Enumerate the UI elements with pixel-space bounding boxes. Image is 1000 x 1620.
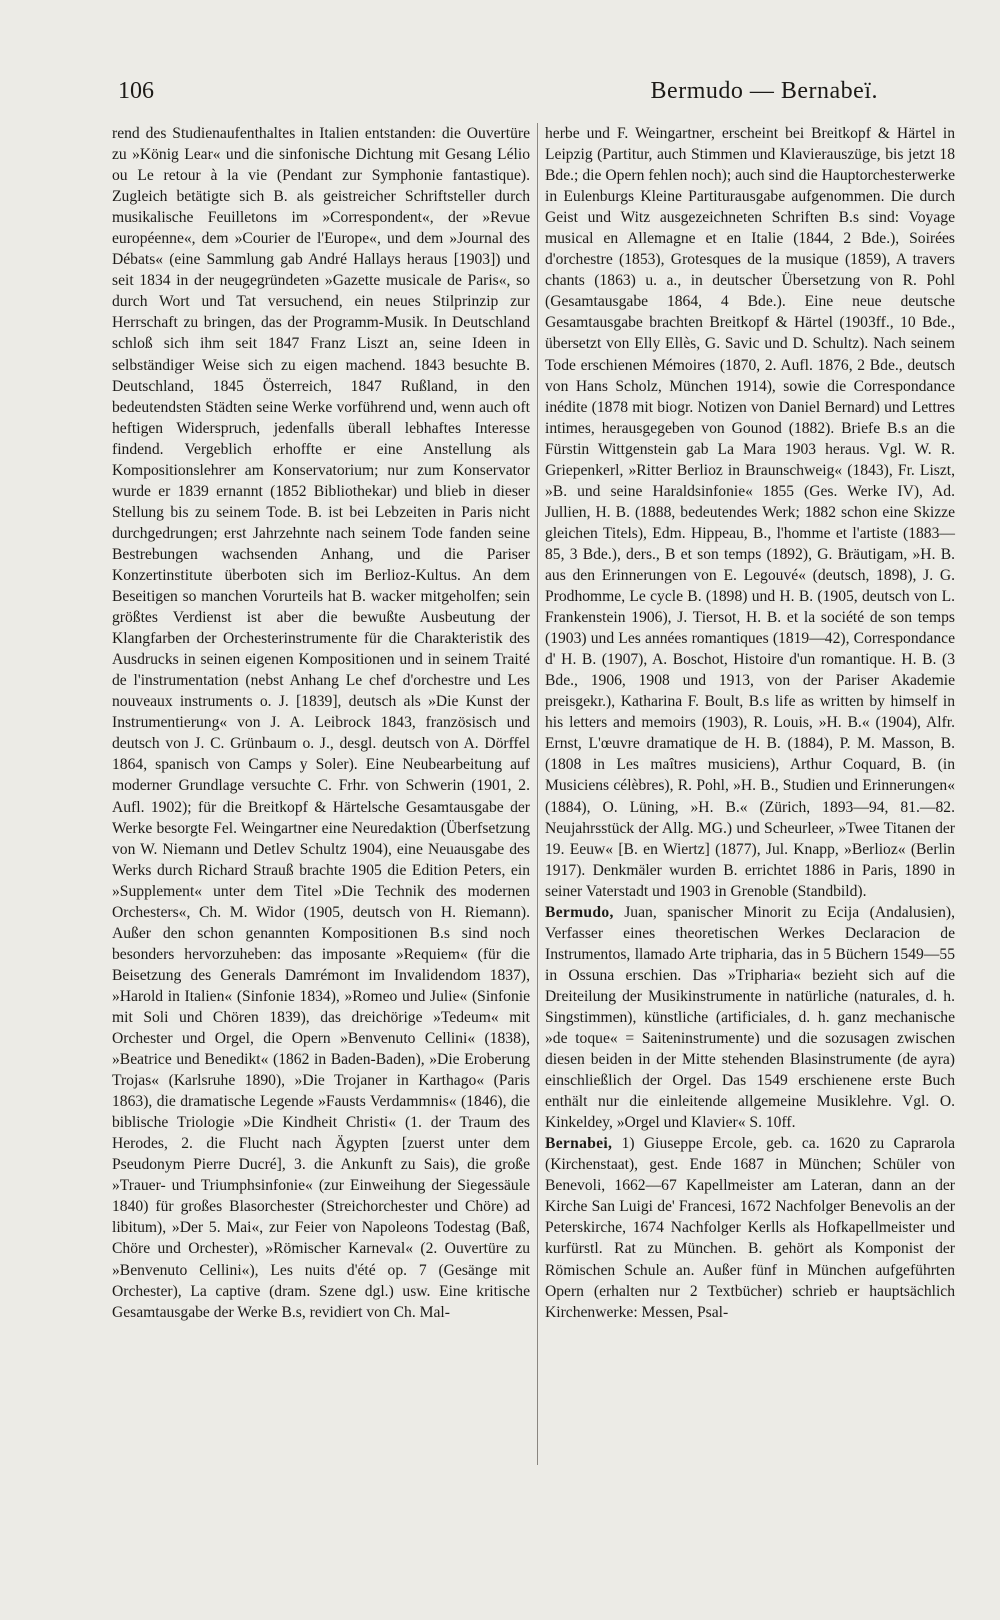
page-number: 106 [118, 78, 154, 104]
entry-headword: Bermudo, [545, 903, 614, 921]
entry-headword: Bernabei, [545, 1135, 613, 1153]
running-head: Bermudo — Bernabeï. [650, 78, 878, 104]
right-column-text: herbe und F. Weingartner, erscheint bei Breitkopf & Härtel in Leipzig (Partitur, auch Stimmen und Klavierauszüge, bis jetzt 18 Bde.; die Opern fehlen noch); auch sind die Hauptorchesterwerke in Eulenburgs Kleine Partiturausgabe aufgenommen. Die durch Geist und Witz ausgezeichneten Schriften B.s sind: Voyage musical en Allemagne et en Italie (1844, 2 Bde.), Soirées d'orchestre (1853), Grotesques de la musique (1859), A travers chants (1863) u. a., in deutscher Übersetzung von R. Pohl (Gesamtausgabe 1864, 4 Bde.). Eine neue deutsche Gesamtausgabe brachten Breitkopf & Härtel (1903ff., 10 Bde., übersetzt von Elly Ellès, G. Savic und D. Schultz). Nach seinem Tode erschienen Mémoires (1870, 2. Aufl. 1876, 2 Bde., deutsch von Hans Scholz, München 1914), sowie die Correspondance inédite (1878 mit biogr. Notizen von Daniel Bernard) und Lettres intimes, herausgegeben von Gounod (1882). Briefe B.s an die Fürstin Wittgenstein gab La Mara 1903 heraus. Vgl. W. R. Griepenkerl, »Ritter Berlioz in Braunschweig« (1843), Fr. Liszt, »B. und seine Haraldsinfonie« 1855 (Ges. Werke IV), Ad. Jullien, H. B. (1888, bedeutendes Werk; 1882 schon eine Skizze gleichen Titels), Edm. Hippeau, B., l'homme et l'artiste (1883—85, 3 Bde.), ders., B et son temps (1892), G. Bräutigam, »H. B. aus den Erinnerungen von E. Legouvé« (deutsch, 1898), J. G. Prodhomme, Le cycle B. (1898) und H. B. (1905, deutsch von L. Frankenstein 1906), J. Tiersot, H. B. et la société de son temps (1903) und Les années romantiques (1819—42), Correspondance d' H. B. (1907), A. Boschot, Histoire d'un romantique. H. B. (3 Bde., 1906, 1908 und 1913, von der Pariser Akademie preisgekr.), Katharina F. Boult, B.s life as written by himself in his letters and memoirs (1903), R. Louis, »H. B.« (1904), Alfr. Ernst, L'œuvre dramatique de H. B. (1884), P. M. Masson, B. (1808 in Les maîtres musiciens), Arthur Coquard, B. (in Musiciens célèbres), R. Pohl, »H. B., Studien und Erinnerungen« (1884), O. Lüning, »H. B.« (Zürich, 1893—94, 81.—82. Neujahrsstück der Allg. MG.) und Scheurleer, »Twee Titanen der 19. Eeuw« [B. en Wiertz] (1877), Jul. Knapp, »Berlioz« (Berlin 1917). Denkmäler wurden B. errichtet 1886 in Paris, 1890 in seiner Vaterstadt und 1903 in Grenoble (Standbild). [545, 125, 955, 900]
right-column [545, 123, 955, 1323]
column-divider [537, 123, 538, 1465]
left-column-text: rend des Studienaufenthaltes in Italien entstanden: die Ouvertüre zu »König Lear« und die sinfonische Dichtung mit Gesang Lélio ou Le retour à la vie (Pendant zur Symphonie fantastique). Zugleich betätigte sich B. als geistreicher Schriftsteller durch musikalische Feuilletons im »Correspondent«, der »Revue européenne«, dem »Courier de l'Europe«, und dem »Journal des Débats« (eine Sammlung gab André Hallays heraus [1903]) und seit 1834 in der neugegründeten »Gazette musicale de Paris«, so durch Wort und Tat versuchend, ein neues Stilprinzip zur Herrschaft zu bringen, das der Programm-Musik. In Deutschland schloß sich ihm seit 1847 Franz Liszt an, seine Ideen in selbständiger Weise sich zu eigen machend. 1843 besuchte B. Deutschland, 1845 Österreich, 1847 Rußland, in den bedeutendsten Städten seine Werke vorführend und, wenn auch oft heftigen Widerspruch, jedenfalls überall lebhaftes Interesse findend. Vergeblich erhoffte er eine Anstellung als Kompositionslehrer am Konservatorium; nur zum Konservator wurde er 1839 ernannt (1852 Bibliothekar) und blieb in dieser Stellung bis zu seinem Tode. B. ist bei Lebzeiten in Paris nicht durchgedrungen; erst Jahrzehnte nach seinem Tode fanden seine Bestrebungen wachsenden Anhang, und die Pariser Konzertinstitute überboten sich im Berlioz-Kultus. An dem Beseitigen so manchen Vorurteils hat B. wacker mitgeholfen; sein größtes Verdienst ist aber die bewußte Ausbeutung der Klangfarben der Orchesterinstrumente für die Charakteristik des Ausdrucks in seinen eigenen Kompositionen und in seinem Traité de l'instrumentation (nebst Anhang Le chef d'orchestre und Les nouveaux instruments o. J. [1839], deutsch als »Die Kunst der Instrumentierung« von J. A. Leibrock 1843, französisch und deutsch von J. C. Grünbaum o. J., desgl. deutsch von A. Dörffel 1864, spanisch von Camps y Soler). Eine Neubearbeitung auf moderner Grundlage versuchte C. Frhr. von Schwerin (1901, 2. Aufl. 1902); für die Breitkopf & Härtelsche Gesamtausgabe der Werke besorgte Fel. Weingartner eine Neuredaktion (Überfsetzung von W. Niemann und Detlev Schultz 1904), eine Neuausgabe des Werks durch Richard Strauß brachte 1905 die Edition Peters, ein »Supplement« unter dem Titel »Die Technik des modernen Orchesters«, Ch. M. Widor (1905, deutsch von H. Riemann). Außer den schon genannten Kompositionen B.s sind noch besonders hervorzuheben: das imposante »Requiem« (für die Beisetzung des Generals Damrémont im Invalidendom 1837), »Harold in Italien« (Sinfonie 1834), »Romeo und Julie« (Sinfonie mit Soli und Chören 1839), das dreichörige »Tedeum« mit Orchester und Orgel, die Opern »Benvenuto Cellini« (1838), »Beatrice und Benedikt« (1862 in Baden-Baden), »Die Eroberung Trojas« (Karlsruhe 1890), »Die Trojaner in Karthago« (Paris 1863), die dramatische Legende »Fausts Verdammnis« (1846), die biblische Triologie »Die Kindheit Christi« (1. der Traum des Herodes, 2. die Flucht nach Ägypten [zuerst unter dem Pseudonym Pierre Ducré], 3. die Ankunft zu Sais), die große »Trauer- und Triumphsinfonie« (zur Einweihung der Siegessäule 1840) für großes Blasorchester (Streichorchester und Chöre) ad libitum), »Der 5. Mai«, zur Feier von Napoleons Todestag (Baß, Chöre und Orchester), »Römischer Karneval« (2. Ouvertüre zu »Benvenuto Cellini«), Les nuits d'été op. 7 (Gesänge mit Orchester), La captive (dram. Szene dgl.) usw. Eine kritische Gesamtausgabe der Werke B.s, revidiert von Ch. Mal- [112, 125, 530, 1321]
page-header [118, 78, 878, 114]
entry-text: 1) Giuseppe Ercole, geb. ca. 1620 zu Caprarola (Kirchenstaat), gest. Ende 1687 in München; Schüler von Benevoli, 1662—67 Kapellmeister am Lateran, dann an der Kirche San Luigi de' Francesi, 1672 Nachfolger Benevolis an der Peterskirche, 1674 Nachfolger Kerlls als Hofkapellmeister und kurfürstl. Rat zu München. B. gehört als Komponist der Römischen Schule an. Außer fünf in München aufgeführten Opern (erhalten nur 2 Textbücher) schrieb er hauptsächlich Kirchenwerke: Messen, Psal- [545, 1135, 955, 1321]
entry-text: Juan, spanischer Minorit zu Ecija (Andalusien), Verfasser eines theoretischen Werkes Declaracion de Instrumentos, llamado Arte tripharia, das in 5 Büchern 1549—55 in Ossuna erschien. Das »Tripharia« bezieht sich auf die Dreiteilung der Musikinstrumente in natürliche (naturales, d. h. Singstimmen), künstliche (artificiales, d. h. ganz mechanische »de toque« = Saiteninstrumente) und die sozusagen zwischen diesen beiden in der Mitte stehenden Blasinstrumente (de ayra) einschließlich der Orgel. Das 1549 erschienene erste Buch enthält nur die einleitende allgemeine Musiklehre. Vgl. O. Kinkeldey, »Orgel und Klavier« S. 10ff. [545, 903, 955, 1132]
entry-bermudo [545, 902, 955, 1134]
entry-bernabei [545, 1133, 955, 1322]
left-column [112, 123, 530, 1323]
